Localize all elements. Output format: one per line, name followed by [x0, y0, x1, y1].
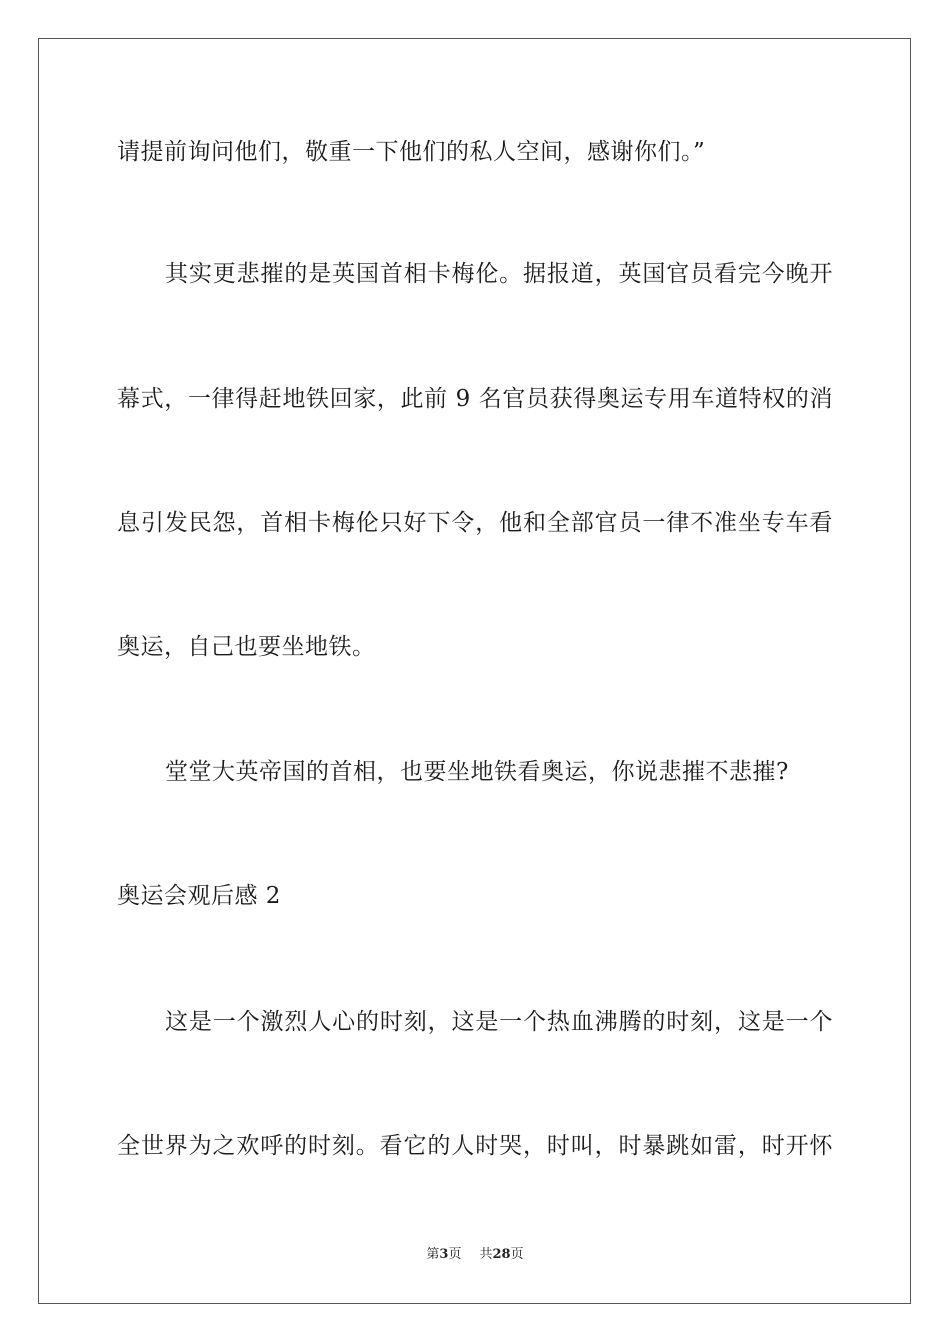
text-line-3: 幕式，一律得赶地铁回家，此前 9 名官员获得奥运专用车道特权的消 — [117, 386, 833, 412]
text-line-7: 这是一个激烈人心的时刻，这是一个热血沸腾的时刻，这是一个 — [165, 1009, 833, 1035]
footer-total-suffix: 页 — [510, 1247, 524, 1262]
footer-page-total: 28 — [492, 1247, 511, 1262]
footer-total-prefix: 共 — [479, 1247, 493, 1262]
page-footer — [0, 1246, 950, 1264]
text-line-5: 奥运，自己也要坐地铁。 — [117, 634, 376, 660]
footer-page-suffix: 页 — [448, 1247, 462, 1262]
text-line-4: 息引发民怨，首相卡梅伦只好下令，他和全部官员一律不准坐专车看 — [117, 510, 833, 536]
footer-page-prefix: 第 — [426, 1247, 440, 1262]
text-line-8: 全世界为之欢呼的时刻。看它的人时哭，时叫，时暴跳如雷，时开怀 — [117, 1133, 833, 1159]
text-line-1: 请提前询问他们，敬重一下他们的私人空间，感谢你们。” — [117, 139, 706, 165]
text-line-2: 其实更悲摧的是英国首相卡梅伦。据报道，英国官员看完今晚开 — [165, 261, 833, 287]
footer-page-current: 3 — [439, 1247, 449, 1262]
section-heading: 奥运会观后感 2 — [117, 883, 281, 909]
text-line-6: 堂堂大英帝国的首相，也要坐地铁看奥运，你说悲摧不悲摧? — [165, 759, 789, 785]
page-border — [38, 38, 911, 1304]
